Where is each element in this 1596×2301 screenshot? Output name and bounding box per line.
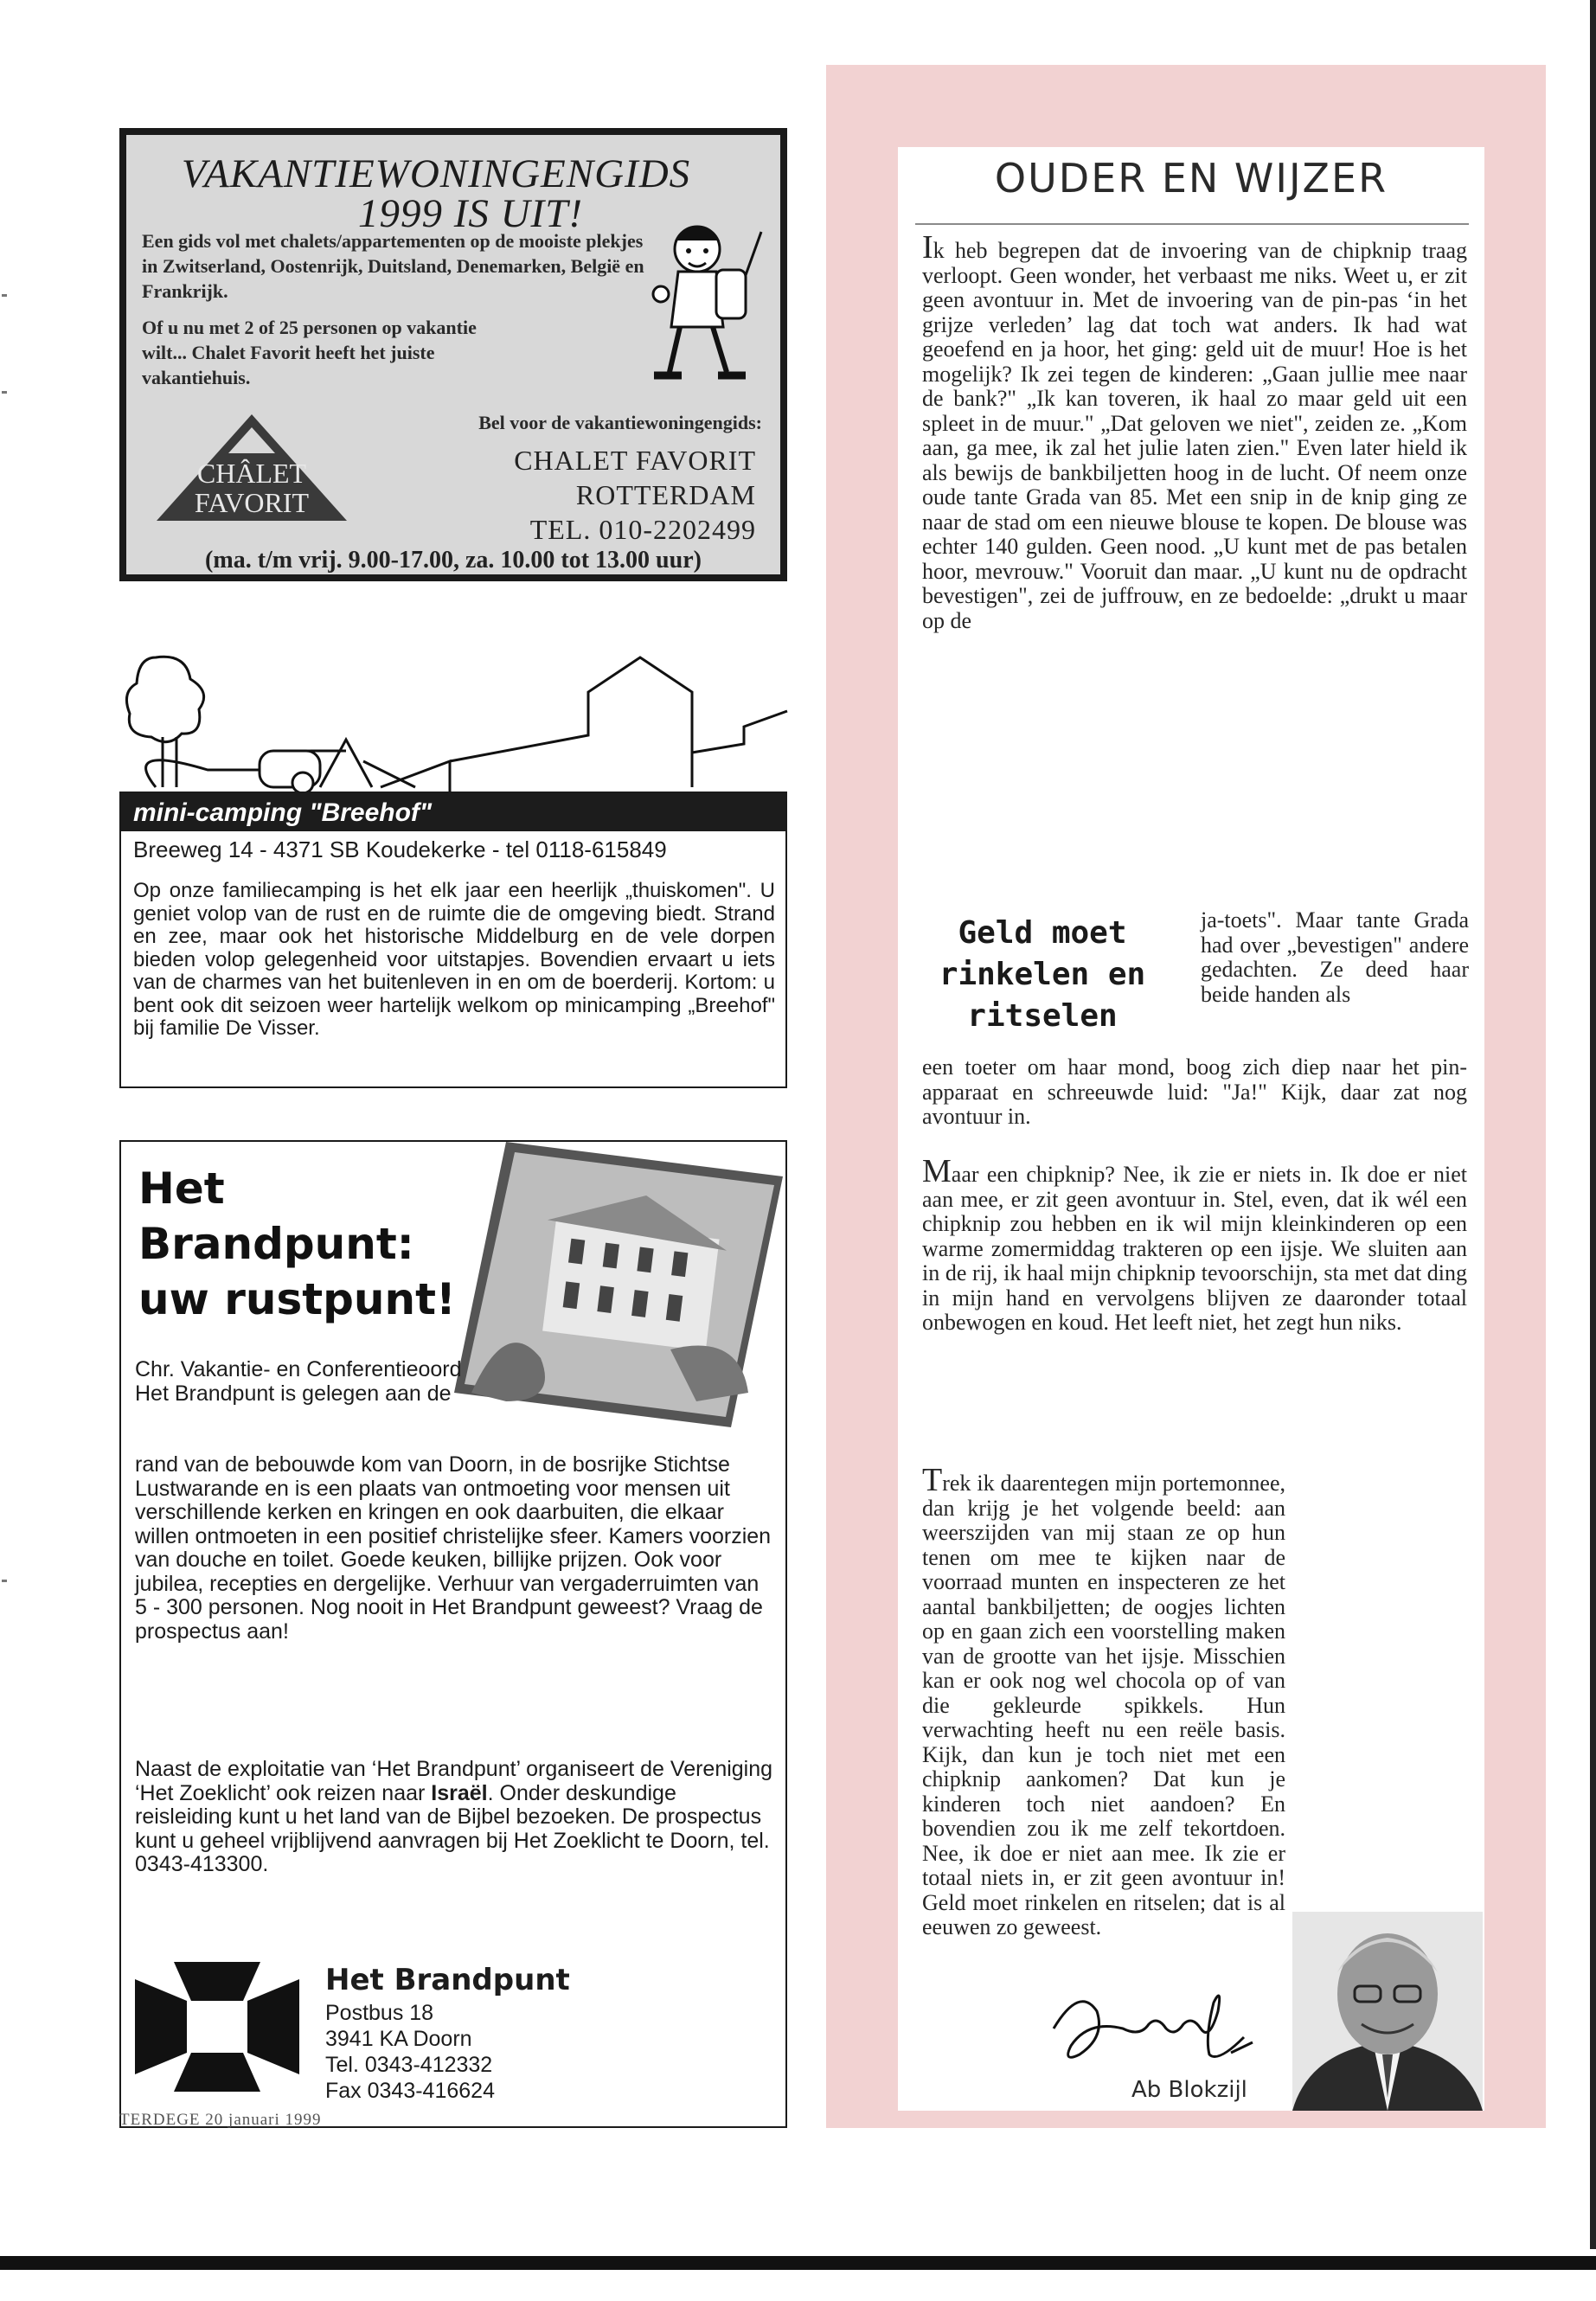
contact-phone: Tel. 0343-412332 [325, 2053, 493, 2077]
brandpunt-description: rand van de bebouwde kom van Doorn, in de bosrijke Stichtse Lustwarande en is een plaats van ontmoeting voor mensen uit verschillende kerken en kringen en ook daarbuiten, die elkaar willen ontmoeten in een positief christelijke sfeer. Kamers voorzien van douche en toilet. Goede keuken, billijke prijzen. Ook voor jubilea, recepties en dergelijke. Verhuur van vergaderruimten van 5 - 300 personen. Nog nooit in Het Brandpunt geweest? Vraag de prospectus aan! [135, 1452, 772, 1644]
camping-description: Op onze familiecamping is het elk jaar een heerlijk „thuiskomen". U geniet volop van de rust en de ruimte die de omgeving biedt. Strand en zee, maar ook het historische Middelburg en de vele dorpen bieden volop gelegenheid voor uitstapjes. Bovendien ervaart u iets van de charmes van het buitenleven in en om de boerderij. Kortom: u bent ook dit seizoen weer hartelijk welkom op minicamping „Breehof" bij familie De Visser. [133, 879, 775, 1040]
column-paragraph-1-side: ja-toets". Maar tante Grada had over „bevestigen" andere gedachten. Ze deed haar beide handen als [1201, 907, 1469, 1007]
brandpunt-contact [325, 1960, 570, 2104]
author-portrait [1292, 1912, 1483, 2111]
paragraph-text: rek ik daarentegen mijn portemonnee, dan krijg je het volgende beeld: aan weerszijden van mij staan ze op hun tenen om mee te kijken naar de voorraad munten en inspecteren ze het aantal bankbiljetten; de oogjes lichten op en gaan zich een voorstelling maken van de grootte van het ijsje. Misschien kan er ook nog wel chocola op of van die gekleurde spikkels. Hun verwachting heeft nu een reële basis. Kijk, dan kun je toch niet met een chipknip aankomen? Dat kun je kinderen toch niet aandoen? En bovendien zou ik me zelf tekortdoen. Nee, ik doe er niet aan mee. Ik zie er totaal niets in, er zit geen avontuur in! Geld moet rinkelen en ritselen; dat is al eeuwen zo geweest. [922, 1471, 1285, 1939]
headline-line: uw rustpunt! [138, 1274, 456, 1324]
publication-footer: TERDEGE 20 januari 1999 [119, 2111, 322, 2129]
dropcap: M [922, 1153, 952, 1189]
contact-postcode: 3941 KA Doorn [325, 2027, 472, 2051]
scan-mark [2, 391, 7, 394]
scan-edge-right [1590, 0, 1596, 2249]
text-run: . Onder deskundige reisleiding kunt u het land van de Bijbel bezoeken. De prospectus kunt u geheel vrijblijvend aanvragen bij Het Zoeklicht te Doorn, tel. 0343-413300. [135, 1780, 770, 1876]
ad-title: VAKANTIEWONINGENGIDS [181, 151, 691, 196]
contact-name: Het Brandpunt [325, 1963, 570, 1997]
column-paragraph-2 [922, 1153, 1467, 1336]
israel-bold: Israël [431, 1780, 488, 1805]
author-name: Ab Blokzijl [1131, 2077, 1247, 2103]
column-paragraph-1 [922, 229, 1467, 633]
column-paragraph-1-tail: een toeter om haar mond, boog zich diep naar het pin-apparaat en schreeuwde luid: "Ja!" Kijk, daar zat nog avontuur in. [922, 1054, 1467, 1129]
camping-farm-illustration [104, 640, 796, 796]
scan-edge-bottom [0, 2256, 1596, 2270]
dropcap: T [922, 1462, 943, 1498]
camping-title: mini-camping "Breehof" [133, 798, 433, 827]
headline-line: Brandpunt: [138, 1219, 414, 1269]
brandpunt-israel-trips [135, 1758, 775, 1877]
paragraph-text: k heb begrepen dat de invoering van de chipknip traag verloopt. Geen wonder, het verbaast me niks. Weet u, er zit geen avontuur in. Met de invoering van de pin-pas ‘in het grijze verleden’ lag dat toch wat anders. Ik had wat geoefend en ja hoor, het ging: geld uit de muur! Hoe is het mogelijk? Ik zei tegen de kinderen: „Gaan jullie mee naar de bank?" „Ik kan toveren, ik haal zo maar geld uit een spleet in de muur." „Dat geloven we niet", zeiden ze. „Kom aan, ga mee, ik zal het julie laten zien." Even later hield ik als bewijs de bankbiljetten hoog in de lucht. Of neem onze oude tante Grada van 85. Met een snip in de knip ging ze naar de stad om een nieuwe blouse te kopen. De blouse was echter 140 gulden. Geen nood. „U kunt met de pas betalen hoor, mevrouw." Vooruit dan maar. „U kunt nu de opdracht bevestigen", zei de juffrouw, en ze bedoelde: „drukt u maar op de [922, 238, 1467, 633]
brandpunt-logo [135, 1962, 299, 2092]
company-phone: TEL. 010-2202499 [529, 514, 756, 545]
contact-postbus: Postbus 18 [325, 2001, 434, 2025]
author-signature [1045, 1977, 1270, 2072]
ad-body-text: Of u nu met 2 of 25 personen op vakantie wilt... Chalet Favorit heeft het juiste vakantiehuis. [142, 317, 477, 388]
chalet-favorit-logo [152, 410, 351, 522]
dropcap: I [922, 229, 933, 266]
logo-text-favorit: FAVORIT [194, 487, 310, 518]
brandpunt-headline [138, 1161, 456, 1327]
company-city: ROTTERDAM [575, 479, 756, 510]
ad-mini-camping [119, 792, 787, 1088]
pull-quote: Geld moet rinkelen en ritselen [939, 915, 1146, 1034]
ad-vakantiewoningengids [119, 128, 787, 581]
text-run: Naast de exploitatie van ‘Het Brandpunt’ organiseert de Vereniging ‘Het Zoeklicht’ ook reizen naar [135, 1757, 773, 1805]
ad-het-brandpunt [119, 1140, 787, 2128]
building-photo [454, 1142, 783, 1427]
column-ouder-en-wijzer [898, 147, 1484, 2111]
brandpunt-intro: Chr. Vakantie- en Conferentieoord Het Brandpunt is gelegen aan de [135, 1357, 462, 1406]
opening-hours: (ma. t/m vrij. 9.00-17.00, za. 10.00 tot 13.00 uur) [205, 547, 702, 574]
logo-text-chalet: CHÂLET [196, 458, 307, 489]
company-name: CHALET FAVORIT [514, 445, 756, 476]
ad-intro-text: Een gids vol met chalets/appartementen op de mooiste plekjes in Zwitserland, Oostenrijk, Duitsland, Denemarken, België en Frankrijk. [142, 230, 644, 302]
ad-call-label: Bel voor de vakantiewoningengids: [478, 412, 762, 433]
camping-address: Breeweg 14 - 4371 SB Koudekerke - tel 0118-615849 [133, 836, 667, 862]
column-title: OUDER EN WIJZER [994, 155, 1388, 202]
paragraph-text: aar een chipknip? Nee, ik zie er niets in. Ik doe er niet aan mee, er zit geen avontuur in. Stel, even, dat ik wél een chipknip zou hebben en ik wil mijn kleinkinderen op een warme zomermiddag trakteren op een ijsje. We sluiten aan in de rij, ik haal mijn chipknip tevoorschijn, sta met dat ding in mijn hand en vervolgens blijven ze daaronder totaal onbewogen en koud. Het leeft niet, het zegt hun niks. [922, 1162, 1467, 1335]
column-paragraph-3 [922, 1462, 1285, 1940]
ad-subtitle: 1999 IS UIT! [357, 191, 584, 236]
hiker-mascot-icon [637, 215, 766, 388]
contact-fax: Fax 0343-416624 [325, 2079, 495, 2103]
scan-mark [2, 1580, 7, 1582]
title-divider [915, 223, 1469, 225]
scan-mark [2, 294, 7, 297]
headline-line: Het [138, 1163, 225, 1214]
